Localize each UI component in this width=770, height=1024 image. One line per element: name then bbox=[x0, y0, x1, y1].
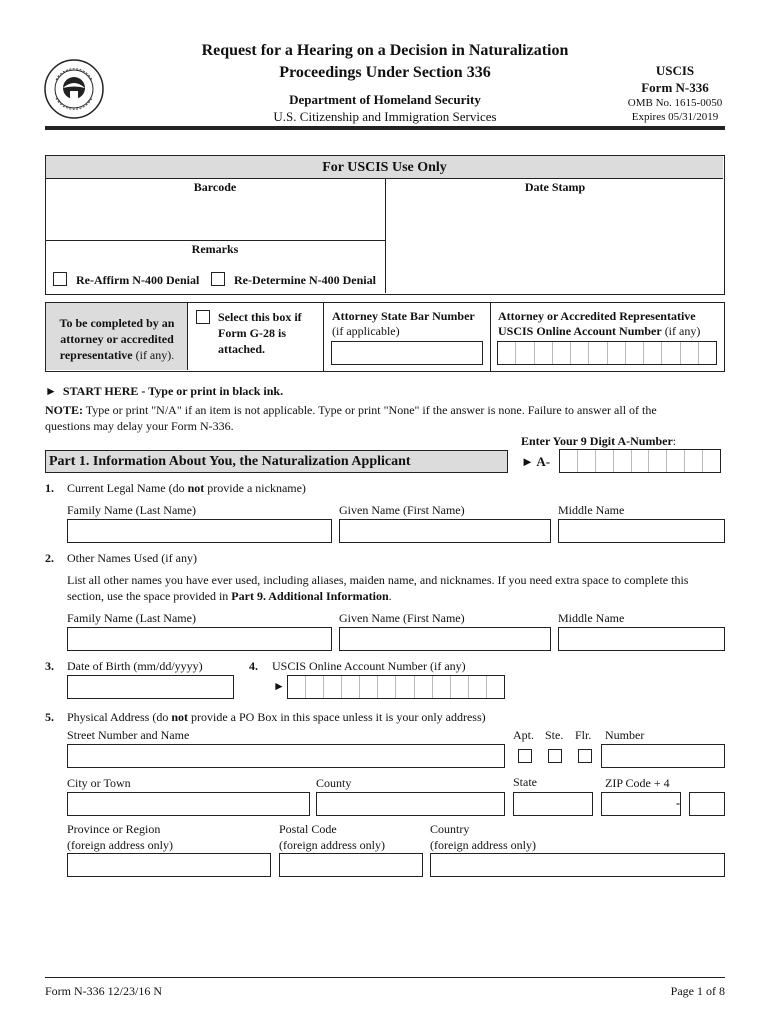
expiration-date: Expires 05/31/2019 bbox=[631, 111, 719, 123]
redetermine-label: Re-Determine N-400 Denial bbox=[234, 273, 376, 287]
attorney-account-sublabel-bold: USCIS Online Account Number bbox=[498, 324, 662, 338]
attorney-intro-line1: To be completed by an bbox=[59, 316, 175, 330]
state-label: State bbox=[513, 775, 537, 789]
note-line1 bbox=[45, 403, 657, 418]
q1-label-not: not bbox=[187, 481, 205, 495]
attorney-intro-ifany: (if any). bbox=[132, 348, 175, 362]
uscis-use-heading: For USCIS Use Only bbox=[46, 156, 723, 179]
attorney-intro-representative: representative bbox=[59, 348, 133, 362]
footer-form-id: Form N-336 12/23/16 N bbox=[45, 984, 162, 998]
city-input[interactable] bbox=[67, 792, 310, 816]
unit-number-input[interactable] bbox=[601, 744, 725, 768]
reaffirm-checkbox[interactable] bbox=[53, 272, 67, 286]
anumber-label bbox=[521, 434, 676, 449]
province-input[interactable] bbox=[67, 853, 271, 877]
q2-instr-b: Part 9. Additional Information bbox=[231, 589, 389, 603]
q1-label bbox=[67, 481, 306, 496]
anumber-label-text: Enter Your 9 Digit A-Number bbox=[521, 434, 673, 448]
given-name-2-label: Given Name (First Name) bbox=[339, 611, 465, 625]
q5-label-not: not bbox=[171, 710, 188, 724]
flr-checkbox[interactable] bbox=[578, 749, 592, 763]
start-here-text: START HERE - Type or print in black ink. bbox=[62, 384, 284, 398]
zip-label: ZIP Code + 4 bbox=[605, 776, 670, 790]
family-name-input[interactable] bbox=[67, 519, 332, 543]
county-input[interactable] bbox=[316, 792, 505, 816]
q1-label-a: Current Legal Name (do bbox=[67, 481, 188, 495]
bar-number-label: Attorney State Bar Number bbox=[332, 309, 475, 323]
family-name-label: Family Name (Last Name) bbox=[67, 503, 196, 517]
county-label: County bbox=[316, 776, 352, 790]
form-title-line1: Request for a Hearing on a Decision in Naturalization bbox=[201, 42, 569, 59]
given-name-2-input[interactable] bbox=[339, 627, 551, 651]
attorney-col-divider-2 bbox=[490, 303, 491, 371]
middle-name-2-label: Middle Name bbox=[558, 611, 625, 625]
anumber-colon: : bbox=[672, 434, 677, 448]
middle-name-input[interactable] bbox=[558, 519, 725, 543]
postal-code-input[interactable] bbox=[279, 853, 423, 877]
attorney-intro-line3 bbox=[52, 347, 182, 363]
q3-number: 3. bbox=[45, 659, 54, 673]
q1-label-c: provide a nickname) bbox=[204, 481, 306, 495]
q2-instructions-line1: List all other names you have ever used, including aliases, maiden name, and nicknames. If you need extra space to complete this bbox=[67, 573, 689, 587]
g28-label-line3: attached. bbox=[218, 342, 265, 356]
reaffirm-label: Re-Affirm N-400 Denial bbox=[76, 273, 200, 287]
given-name-label: Given Name (First Name) bbox=[339, 503, 465, 517]
uscis-remarks-top-rule bbox=[46, 240, 385, 241]
q4-arrow-icon: ► bbox=[273, 679, 285, 693]
postal-sublabel: (foreign address only) bbox=[279, 838, 385, 852]
bar-number-input[interactable] bbox=[331, 341, 483, 365]
province-label: Province or Region bbox=[67, 822, 161, 836]
country-label: Country bbox=[430, 822, 470, 836]
anumber-input[interactable] bbox=[559, 449, 721, 473]
street-input[interactable] bbox=[67, 744, 505, 768]
middle-name-2-input[interactable] bbox=[558, 627, 725, 651]
bar-number-sublabel: (if applicable) bbox=[332, 324, 400, 338]
flr-label: Flr. bbox=[575, 728, 592, 742]
attorney-intro-line2: attorney or accredited bbox=[60, 332, 174, 346]
redetermine-checkbox[interactable] bbox=[211, 272, 225, 286]
note-line2: questions may delay your Form N-336. bbox=[45, 419, 234, 433]
given-name-input[interactable] bbox=[339, 519, 551, 543]
g28-checkbox[interactable] bbox=[196, 310, 210, 324]
q4-label: USCIS Online Account Number (if any) bbox=[272, 659, 466, 673]
q2-label: Other Names Used (if any) bbox=[67, 551, 197, 565]
middle-name-label: Middle Name bbox=[558, 503, 625, 517]
online-account-input[interactable] bbox=[287, 675, 505, 699]
g28-label bbox=[218, 309, 302, 357]
ste-label: Ste. bbox=[545, 728, 564, 742]
zip-plus4-input[interactable] bbox=[689, 792, 725, 816]
city-label: City or Town bbox=[67, 776, 131, 790]
form-title-line2: Proceedings Under Section 336 bbox=[279, 64, 491, 81]
unit-number-label: Number bbox=[605, 728, 645, 742]
omb-number: OMB No. 1615-0050 bbox=[627, 97, 723, 109]
anumber-prefix: ► A- bbox=[521, 454, 551, 469]
barcode-label: Barcode bbox=[193, 180, 237, 194]
postal-label: Postal Code bbox=[279, 822, 337, 836]
g28-label-line1: Select this box if bbox=[218, 310, 302, 324]
family-name-2-label: Family Name (Last Name) bbox=[67, 611, 196, 625]
q5-label-a: Physical Address (do bbox=[67, 710, 172, 724]
department-name: Department of Homeland Security bbox=[289, 92, 481, 107]
form-number: Form N-336 bbox=[641, 80, 709, 95]
uscis-label: USCIS bbox=[655, 63, 695, 78]
remarks-label: Remarks bbox=[191, 242, 239, 256]
country-input[interactable] bbox=[430, 853, 725, 877]
attorney-account-input[interactable] bbox=[497, 341, 717, 365]
g28-label-line2: Form G-28 is bbox=[218, 326, 286, 340]
q5-label bbox=[67, 710, 486, 725]
q1-number: 1. bbox=[45, 481, 54, 495]
q5-label-c: provide a PO Box in this space unless it is your only address) bbox=[188, 710, 486, 724]
q5-number: 5. bbox=[45, 710, 54, 724]
attorney-account-sublabel bbox=[498, 324, 700, 339]
attorney-account-label: Attorney or Accredited Representative bbox=[498, 309, 696, 323]
note-label: NOTE: bbox=[45, 403, 84, 417]
uscis-barcode-divider bbox=[385, 179, 386, 293]
dhs-seal-icon bbox=[43, 58, 105, 120]
q4-number: 4. bbox=[249, 659, 258, 673]
note-text: Type or print "N/A" if an item is not applicable. Type or print "None" if the answer is none. Failure to answer all of the bbox=[83, 403, 657, 417]
q2-number: 2. bbox=[45, 551, 54, 565]
family-name-2-input[interactable] bbox=[67, 627, 332, 651]
agency-name: U.S. Citizenship and Immigration Services bbox=[273, 109, 497, 124]
q2-instr-c: . bbox=[388, 589, 392, 603]
attorney-account-sublabel-ifany: (if any) bbox=[661, 324, 701, 338]
province-sublabel: (foreign address only) bbox=[67, 838, 173, 852]
ste-checkbox[interactable] bbox=[548, 749, 562, 763]
dob-input[interactable] bbox=[67, 675, 234, 699]
date-stamp-label: Date Stamp bbox=[524, 180, 586, 194]
street-label: Street Number and Name bbox=[67, 728, 190, 742]
country-sublabel: (foreign address only) bbox=[430, 838, 536, 852]
attorney-intro bbox=[52, 315, 182, 363]
apt-checkbox[interactable] bbox=[518, 749, 532, 763]
page-number: Page 1 of 8 bbox=[670, 984, 725, 998]
q2-instr-a: section, use the space provided in bbox=[67, 589, 232, 603]
q2-instructions-line2 bbox=[67, 589, 392, 604]
header-rule bbox=[45, 126, 725, 130]
attorney-col-divider-1 bbox=[323, 303, 324, 371]
q3-label: Date of Birth (mm/dd/yyyy) bbox=[67, 659, 203, 673]
footer-rule bbox=[45, 977, 725, 978]
part1-heading: Part 1. Information About You, the Naturalization Applicant bbox=[45, 450, 508, 473]
zip-dash: - bbox=[676, 796, 680, 810]
state-select[interactable] bbox=[513, 792, 593, 816]
apt-label: Apt. bbox=[513, 728, 534, 742]
start-arrow-icon: ► bbox=[45, 384, 57, 398]
zip-input[interactable] bbox=[601, 792, 681, 816]
start-here bbox=[45, 384, 283, 399]
